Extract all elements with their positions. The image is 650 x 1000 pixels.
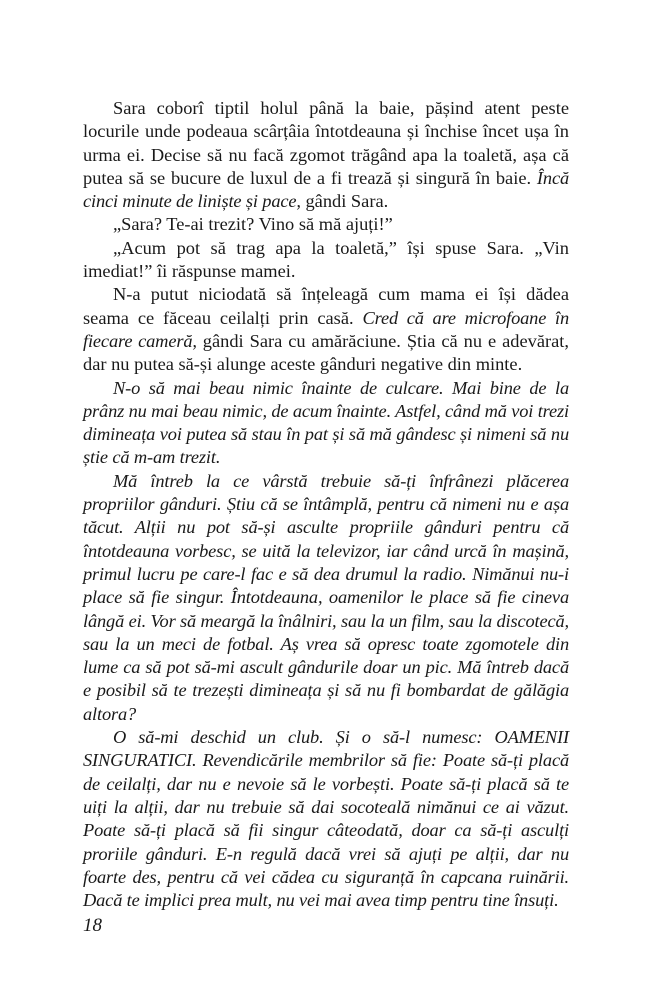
paragraph-1-italic-thought: Încă cinci minute de liniște și pace, [83, 167, 569, 212]
paragraph-5-italic: N-o să mai beau nimic înainte de culcare. Mai bine de la prânz nu mai beau nimic, de acum înainte. Astfel, când mă voi trezi dimineața voi putea să stau în pat și să mă gândesc și nimeni să nu știe că m-am trezit. [83, 377, 569, 468]
paragraph-3: „Acum pot să trag apa la toaletă,” își spuse Sara. „Vin imediat!” îi răspunse mamei. [83, 237, 569, 282]
page-number: 18 [83, 915, 102, 936]
paragraph-4 [83, 283, 569, 376]
paragraph-4-text-a: N-a putut niciodată să înțeleagă cum mama ei își dădea seama ce făceau ceilalți prin casă. [83, 284, 569, 328]
paragraph-6-italic: Mă întreb la ce vârstă trebuie să-ți înfrânezi plăcerea propriilor gânduri. Știu că se întâmplă, pentru că nimeni nu e așa tăcut. Alții nu pot să-și asculte propriile gânduri pentru că întotdeauna vorbesc, se uită la televizor, iar când urcă în mașină, primul lucru pe care-l fac e să dea drumul la radio. Nimănui nu-i place să fie singur. Întotdeauna, oamenilor le place să fie cineva lângă ei. Vor să meargă la înâlniri, sau la un film, sau la discotecă, sau la un meci de fotbal. Aș vrea să opresc toate zgomotele din lume ca să pot să-mi ascult gândurile doar un pic. Mă întreb dacă e posibil să te trezești dimineața și să nu fi bombardat de gălăgia altora? [83, 470, 569, 724]
paragraph-1 [83, 97, 569, 213]
paragraph-1-text-a: Sara coborî tiptil holul până la baie, pășind atent peste locurile unde podeaua scârțâia întotdeauna și închise încet ușa în urma ei. Decise să nu facă zgomot trăgând apa la toaletă, așa că putea să se bucure de luxul de a fi trează și singură în baie. [83, 98, 569, 188]
paragraph-4-italic-thought: Cred că are microfoane în fiecare cameră, [83, 307, 569, 351]
paragraph-1-text-b: gândi Sara. [300, 191, 389, 212]
paragraph-7-italic: O să-mi deschid un club. Și o să-l numesc: OAMENII SINGURATICI. Revendicările membrilor să fie: Poate să-ți placă de ceilalți, dar nu e nevoie să le vorbești. Poate să-ți placă să te uiți la alții, dar nu trebuie să dai socoteală nimănui ce ai văzut. Poate să-ți placă să fii singur câteodată, doar ca să-ți asculți proriile gânduri. E-n regulă dacă vrei să ajuți pe alții, dar nu foarte des, pentru că vei cădea cu siguranță în capcana ruinării. Dacă te implici prea mult, nu vei mai avea timp pentru tine însuți. [83, 727, 569, 911]
paragraph-2: „Sara? Te-ai trezit? Vino să mă ajuți!” [113, 214, 393, 235]
book-page-body [83, 97, 569, 912]
paragraph-4-text-b: gândi Sara cu amărăciune. Știa că nu e adevărat, dar nu putea să-și alunge aceste gânduri negative din minte. [83, 330, 569, 375]
